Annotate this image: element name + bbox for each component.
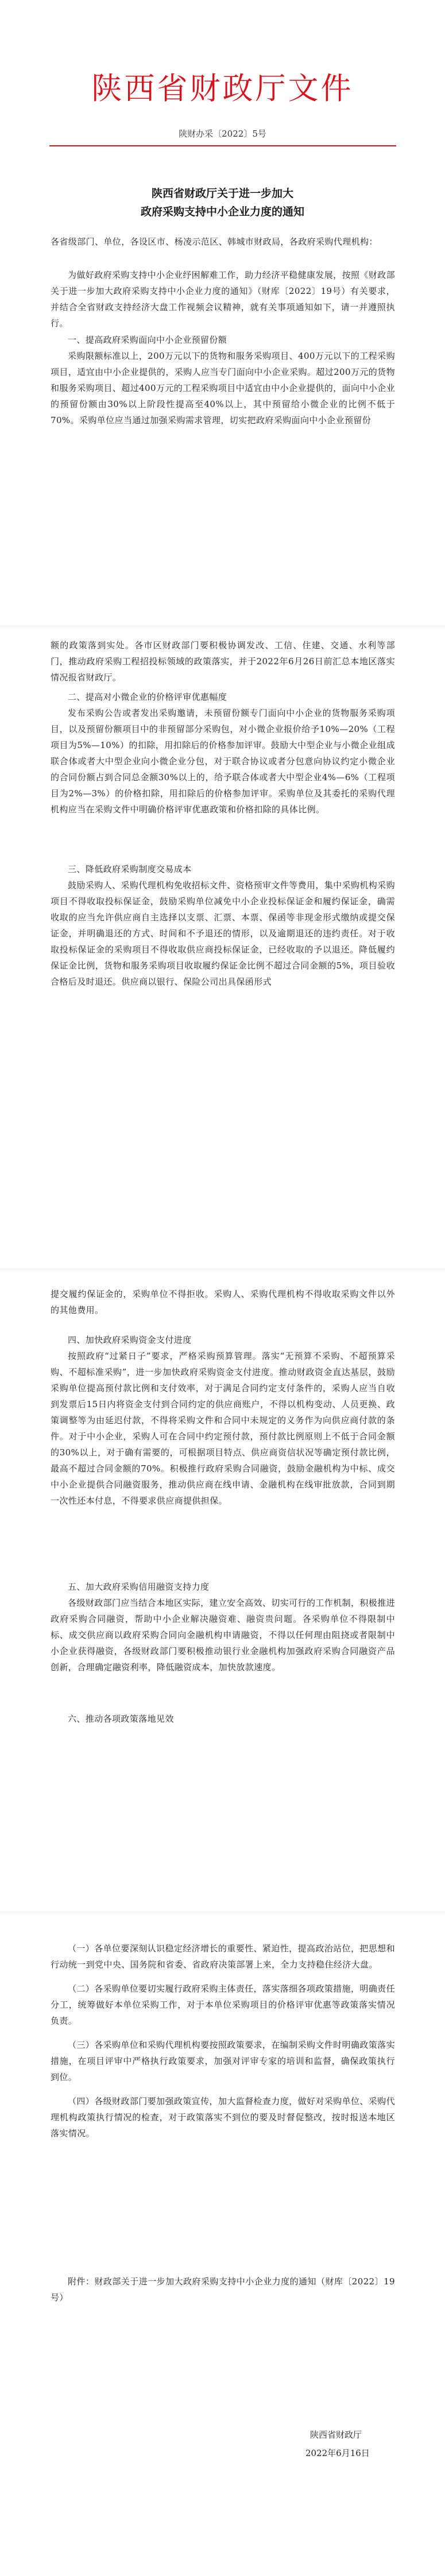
section-6-items: [51, 1940, 395, 2141]
signing-organization: 陕西省财政厅: [310, 2430, 362, 2440]
section-5-paragraph: 各级财政部门应当结合本地区实际，建立安全高效、切实可行的工作机制，积极推进政府采购合同融资，帮助中小企业解决融资难、融资贵问题。各采购单位不得限制中标、成交供应商以政府采购合同向金融机构申请融资，不得以任何理由阻挠或者限制中小企业获得融资，各级财政部门要积极推动银行业金融机构加强政府采购合同融资产品创新，合理确定融资利率，降低融资成本，加快放款速度。: [51, 1598, 395, 1672]
addressee: 各省级部门、单位，各设区市、杨凌示范区、韩城市财政局，各政府采购代理机构：: [51, 237, 378, 247]
section-6: [51, 1711, 395, 1727]
section-3-heading: 三、降低政府采购制度交易成本: [68, 864, 192, 874]
section-4-paragraph: 按照政府“过紧日子”要求，严格采购预算管理。落实“无预算不采购、不超预算采购、不超标准采购”，进一步加快政府采购资金支付进度。推动财政资金直达基层，鼓励采购单位提高预付款比例和支付效率，对于满足合同约定支付条件的，采购人应当自收到发票后15日内将资金支付到合同约定的供应商账户，不得以机构变动、人员更换、政策调整等为由延迟付款，不得将采购文件和合同中未规定的义务作为向供应商付款的条件。对于中小企业，采购人可在合同中约定预付款，预付款比例原则上不低于合同金额的30%以上，对于确有需要的，可根据项目特点、供应商资信状况等确定预付款比例，最高不超过合同金额的70%。积极推行政府采购合同融资，鼓励金融机构为中标、成交中小企业提供合同融资服务，推动供应商在线申请、金融机构在线审批放款，合同到期一次性还本付息，不得要求供应商提供担保。: [51, 1351, 395, 1506]
attachment-note: 附件：财政部关于进一步加大政府采购支持中小企业力度的通知（财库〔2022〕19号）: [51, 2276, 395, 2303]
section-4: [51, 1332, 395, 1509]
document-title-line-1: 陕西省财政厅关于进一步加大: [151, 187, 293, 200]
page-3: [0, 1275, 445, 1849]
signing-date: 2022年6月16日: [305, 2448, 370, 2458]
section-1: [51, 332, 395, 428]
section-1-paragraph-2: 额的政策落到实处。各市区财政部门要积极协调发改、工信、住建、交通、水利等部门，推动政府采购工程招投标领域的政策落实，并于2022年6月26日前汇总本地区落实情况报省财政厅。: [51, 640, 395, 683]
section-6-item-3: （三）各采购单位和采购代理机构要按照政策要求，在编制采购文件时明确政策落实措施，在项目评审中严格执行政策要求，加强对评审专家的培训和监督，确保政策执行到位。: [51, 2040, 395, 2082]
intro-block: [51, 267, 395, 331]
section-2-heading: 二、提高对小微企业的价格评审优惠幅度: [68, 692, 227, 702]
section-2: [51, 689, 395, 818]
section-1-paragraph: 采购限额标准以上，200万元以下的货物和服务采购项目、400万元以下的工程采购项目，适宜由中小企业提供的，采购人应当专门面向中小企业采购。超过200万元的货物和服务采购项目、超过400万元的工程采购项目中适宜由中小企业提供的，面向中小企业的预留份额由30%以上阶段性提高至40%以上，其中预留给小微企业的比例不低于70%。采购单位应当通过加强采购需求管理，切实把政府采购面向中小企业预留份: [51, 351, 395, 425]
section-2-paragraph: 发布采购公告或者发出采购邀请，未预留份额专门面向中小企业的货物服务采购项目，以及预留份额项目中的非预留部分采购包，对小微企业报价给予10%—20%（工程项目为5%—10%）的扣除，用扣除后的价格参加评审。鼓励大中型企业与小微企业组成联合体或者大中型企业向小微企业分包，对于联合协议或者分包意向协议约定小微企业的合同份额占到合同总金额30%以上的，给予联合体或者大中型企业4%—6%（工程项目为2%—3%）的价格扣除，用扣除后的价格参加评审。采购单位及其委托的采购代理机构应当在采购文件中明确价格评审优惠政策和价格扣除的具体比例。: [51, 708, 395, 815]
document-number: 陕财办采〔2022〕5号: [179, 129, 266, 139]
section-3-paragraph-2: 提交履约保证金的，采购单位不得拒收。采购人、采购代理机构不得收取采购文件以外的其他费用。: [51, 1289, 395, 1315]
section-4-heading: 四、加快政府采购资金支付进度: [68, 1335, 192, 1345]
intro-paragraph: 为做好政府采购支持中小企业纾困解难工作，助力经济平稳健康发展，按照《财政部关于进一步加大政府采购支持中小企业力度的通知》（财库〔2022〕19号）有关要求，并结合全省财政支持经济大盘工作视频会议精神，就有关事项通知如下，请一并遵照执行。: [51, 270, 395, 328]
page-1: [0, 0, 445, 580]
section-6-item-4: （四）各级财政部门要加强政策宣传，加大监督检查力度，做好对采购单位、采购代理机构政策执行情况的检查，对于政策落实不到位的要及时督促整改，按时报送本地区落实情况。: [51, 2096, 395, 2139]
section-3: [51, 861, 395, 990]
section-1-continued: [51, 637, 395, 685]
agency-banner: 陕西省财政厅文件: [91, 71, 354, 106]
section-3-paragraph: 鼓励采购人、采购代理机构免收招标文件、资格预审文件等费用，集中采购机构采购项目不得收取投标保证金，鼓励采购单位减免中小企业投标保证金和履约保证金，确需收取的应当允许供应商自主选择以支票、汇票、本票、保函等非现金形式缴纳或提交保证金，并明确退还的方式、时间和不予退还的情形，以及逾期退还的违约责任。对于收取投标保证金的采购项目不得收取供应商投标保证金，已经收取的予以退还。降低履约保证金比例，货物和服务采购项目收取履约保证金比例不超过合同金额的5%，项目验收合格后及时退还。供应商以银行、保险公司出具保函形式: [51, 880, 395, 987]
page-2: [0, 632, 445, 1206]
page-4: [0, 1918, 445, 2572]
red-divider-line: [49, 145, 396, 146]
section-6-item-2: （二）各采购单位要切实履行政府采购主体责任，落实落细各项政策措施，明确责任分工，统筹做好本单位采购工作，对于本单位采购项目的价格评审优惠等政策落实情况负责。: [51, 1984, 395, 2026]
attachment-block: [51, 2273, 395, 2306]
section-5-heading: 五、加大政府采购信用融资支持力度: [68, 1582, 210, 1592]
section-1-heading: 一、提高政府采购面向中小企业预留份额: [68, 335, 227, 345]
section-6-item-1: （一）各单位要深刻认识稳定经济增长的重要性、紧迫性，提高政治站位，把思想和行动统一到党中央、国务院和省委、省政府决策部署上来，全力支持稳住经济大盘。: [51, 1943, 395, 1970]
section-3-continued: [51, 1286, 395, 1318]
addressee-block: [51, 234, 395, 250]
document-title-line-2: 政府采购支持中小企业力度的通知: [140, 206, 304, 218]
section-6-heading: 六、推动各项政策落地见效: [68, 1714, 174, 1724]
section-5: [51, 1579, 395, 1675]
